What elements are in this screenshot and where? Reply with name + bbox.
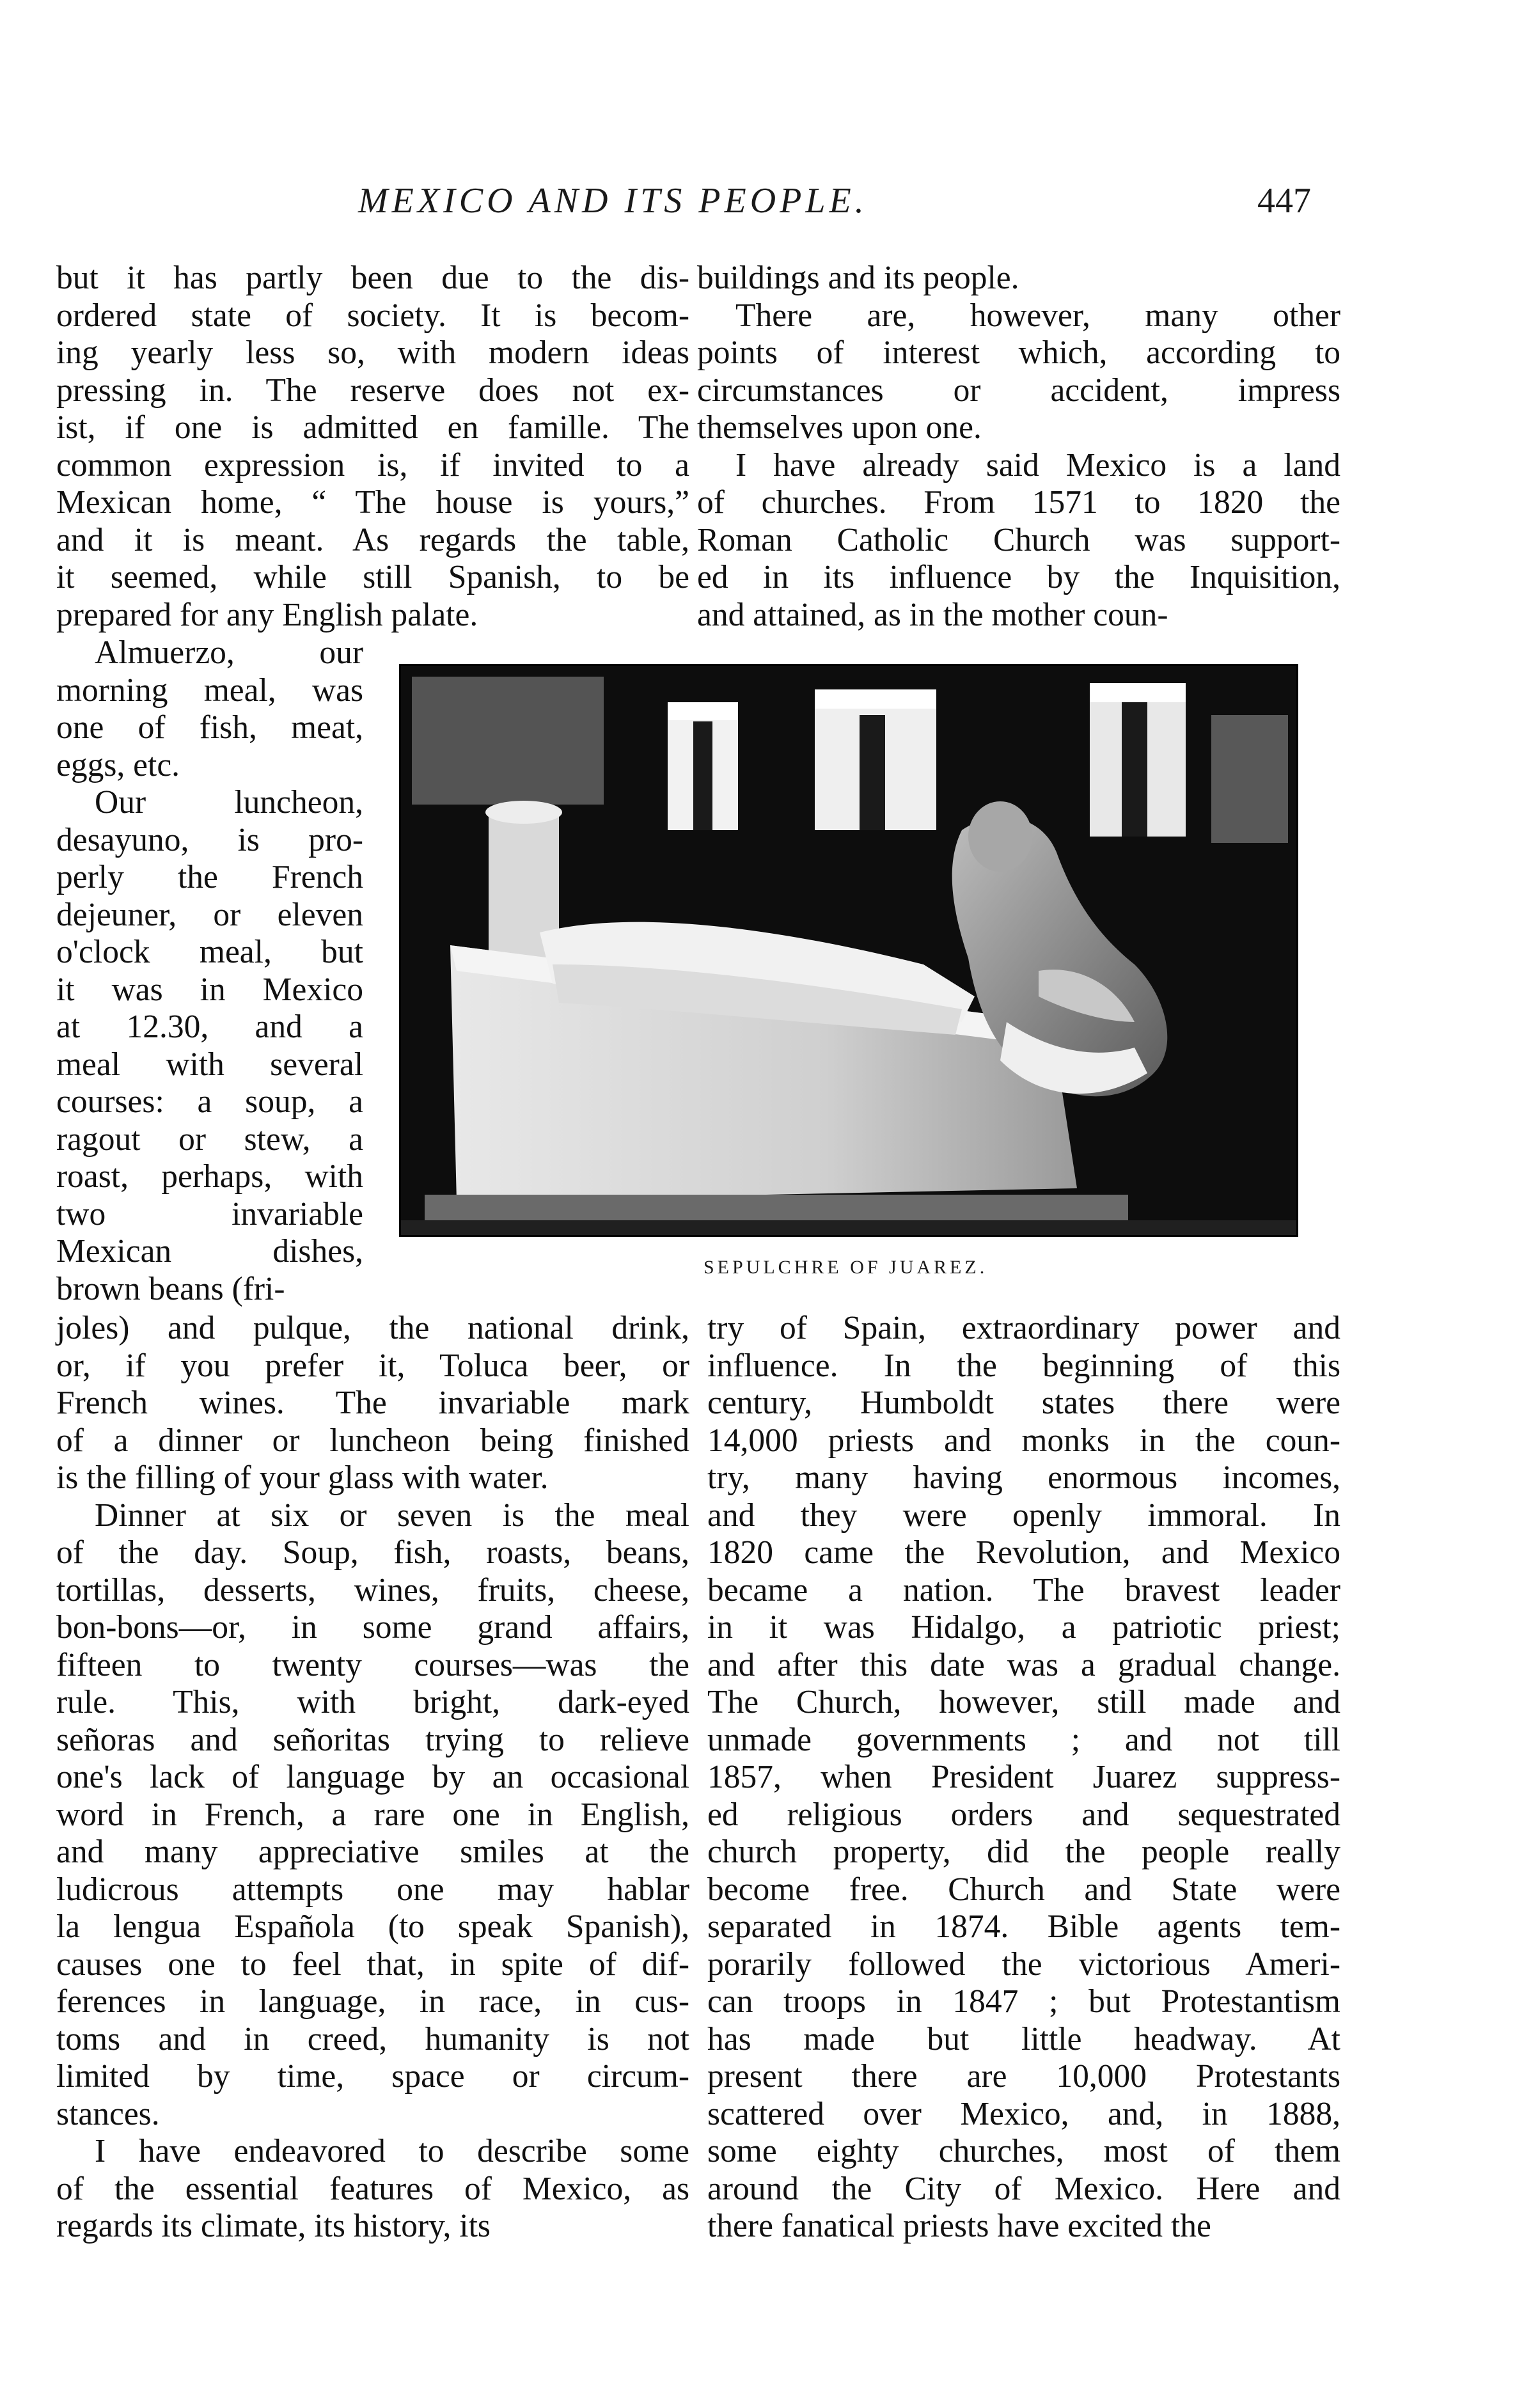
text-line: ludicrous attempts one may hablar [56, 1871, 689, 1908]
text-line: one's lack of language by an occasional [56, 1759, 689, 1795]
text-line: become free. Church and State were [707, 1871, 1340, 1908]
text-line: and many appreciative smiles at the [56, 1834, 689, 1870]
text-line: courses: a soup, a [56, 1083, 363, 1120]
text-line: perly the French [56, 859, 363, 895]
text-line: ed in its influence by the Inquisition, [697, 559, 1340, 595]
text-line: stances. [56, 2095, 160, 2132]
text-line: in it was Hidalgo, a patriotic priest; [707, 1609, 1340, 1646]
sepulchre-illustration [399, 664, 1298, 1237]
text-line: and they were openly immoral. In [707, 1497, 1340, 1534]
text-line: became a nation. The bravest leader [707, 1571, 1340, 1608]
text-line: church property, did the people really [707, 1834, 1340, 1870]
text-line: themselves upon one. [697, 409, 982, 446]
text-line: There are, however, many other [735, 297, 1340, 334]
text-line: señoras and señoritas trying to relieve [56, 1721, 689, 1758]
text-line: causes one to feel that, in spite of dif- [56, 1946, 689, 1983]
text-line: morning meal, was [56, 672, 363, 709]
page-number: 447 [1257, 181, 1311, 221]
figure-caption: SEPULCHRE OF JUAREZ. [703, 1257, 988, 1278]
text-line: at 12.30, and a [56, 1009, 363, 1045]
text-line: dejeuner, or eleven [56, 896, 363, 933]
text-line: around the City of Mexico. Here and [707, 2170, 1340, 2207]
text-line: ordered state of society. It is becom- [56, 297, 689, 334]
text-line: influence. In the beginning of this [707, 1347, 1340, 1384]
text-line: there fanatical priests have excited the [707, 2208, 1211, 2244]
text-line: fifteen to twenty courses—was the [56, 1646, 689, 1683]
text-line: The Church, however, still made and [707, 1684, 1340, 1720]
text-line: scattered over Mexico, and, in 1888, [707, 2095, 1340, 2132]
text-line: desayuno, is pro- [56, 821, 363, 858]
text-line: unmade governments ; and not till [707, 1721, 1340, 1758]
text-line: has made but little headway. At [707, 2020, 1340, 2057]
text-line: limited by time, space or circum- [56, 2058, 689, 2095]
text-line: 1857, when President Juarez suppress- [707, 1759, 1340, 1795]
text-line: la lengua Española (to speak Spanish), [56, 1908, 689, 1945]
text-line: French wines. The invariable mark [56, 1385, 689, 1421]
text-line: ist, if one is admitted en famille. The [56, 409, 689, 446]
text-line: or, if you prefer it, Toluca beer, or [56, 1347, 689, 1384]
text-line: is the filling of your glass with water. [56, 1459, 549, 1496]
left-column-wrap [56, 634, 363, 1308]
text-line: Our luncheon, [95, 784, 363, 821]
text-line: pressing in. The reserve does not ex- [56, 372, 689, 409]
text-line: Mexican dishes, [56, 1233, 363, 1270]
text-line: points of interest which, according to [697, 334, 1340, 371]
text-line: ed religious orders and sequestrated [707, 1796, 1340, 1833]
text-line: one of fish, meat, [56, 709, 363, 746]
text-line: century, Humboldt states there were [707, 1385, 1340, 1421]
text-line: ragout or stew, a [56, 1120, 363, 1158]
text-line: brown beans (fri- [56, 1270, 285, 1307]
text-line: some eighty churches, most of them [707, 2133, 1340, 2169]
text-line: rule. This, with bright, dark-eyed [56, 1684, 689, 1720]
text-line: try of Spain, extraordinary power and [707, 1310, 1340, 1346]
right-column-bottom [707, 1310, 1340, 2245]
text-line: present there are 10,000 Protestants [707, 2058, 1340, 2095]
text-line: roast, perhaps, with [56, 1158, 363, 1195]
text-line: o'clock meal, but [56, 934, 363, 970]
text-line: prepared for any English palate. [56, 596, 478, 633]
text-line: 14,000 priests and monks in the coun- [707, 1422, 1340, 1459]
text-line: separated in 1874. Bible agents tem- [707, 1908, 1340, 1945]
text-line: it seemed, while still Spanish, to be [56, 559, 689, 595]
text-line: buildings and its people. [697, 260, 1019, 296]
running-title: MEXICO AND ITS PEOPLE. [358, 181, 868, 221]
text-line: ferences in language, in race, in cus- [56, 1983, 689, 2020]
text-line: tortillas, desserts, wines, fruits, cheese, [56, 1571, 689, 1608]
right-column-top [697, 260, 1340, 634]
text-line: I have already said Mexico is a land [735, 446, 1340, 484]
text-line: Almuerzo, our [95, 634, 363, 671]
text-line: and it is meant. As regards the table, [56, 521, 689, 558]
text-line: circumstances or accident, impress [697, 372, 1340, 409]
text-line: of the essential features of Mexico, as [56, 2170, 689, 2207]
text-line: it was in Mexico [56, 971, 363, 1008]
text-line: Roman Catholic Church was support- [697, 521, 1340, 558]
text-line: eggs, etc. [56, 746, 180, 783]
text-line: word in French, a rare one in English, [56, 1796, 689, 1833]
text-line: meal with several [56, 1046, 363, 1083]
text-line: joles) and pulque, the national drink, [56, 1310, 689, 1346]
text-line: two invariable [56, 1195, 363, 1232]
left-column-bottom [56, 1310, 689, 2245]
text-line: can troops in 1847 ; but Protestantism [707, 1983, 1340, 2020]
text-line: but it has partly been due to the dis- [56, 260, 689, 296]
text-line: and attained, as in the mother coun- [697, 596, 1168, 633]
left-column-top [56, 260, 689, 634]
text-line: Mexican home, “ The house is yours,” [56, 484, 689, 521]
text-line: Dinner at six or seven is the meal [95, 1497, 689, 1534]
text-line: 1820 came the Revolution, and Mexico [707, 1534, 1340, 1571]
text-line: try, many having enormous incomes, [707, 1459, 1340, 1496]
text-line: of the day. Soup, fish, roasts, beans, [56, 1534, 689, 1571]
text-line: and after this date was a gradual change. [707, 1646, 1340, 1683]
text-line: bon-bons—or, in some grand affairs, [56, 1609, 689, 1646]
text-line: of a dinner or luncheon being finished [56, 1422, 689, 1459]
text-line: of churches. From 1571 to 1820 the [697, 484, 1340, 521]
text-line: porarily followed the victorious Ameri- [707, 1946, 1340, 1983]
text-line: I have endeavored to describe some [95, 2133, 689, 2169]
sepulchre-drawing [399, 664, 1298, 1237]
text-line: regards its climate, its history, its [56, 2208, 491, 2244]
text-line: ing yearly less so, with modern ideas [56, 334, 689, 371]
text-line: common expression is, if invited to a [56, 446, 689, 484]
text-line: toms and in creed, humanity is not [56, 2020, 689, 2057]
